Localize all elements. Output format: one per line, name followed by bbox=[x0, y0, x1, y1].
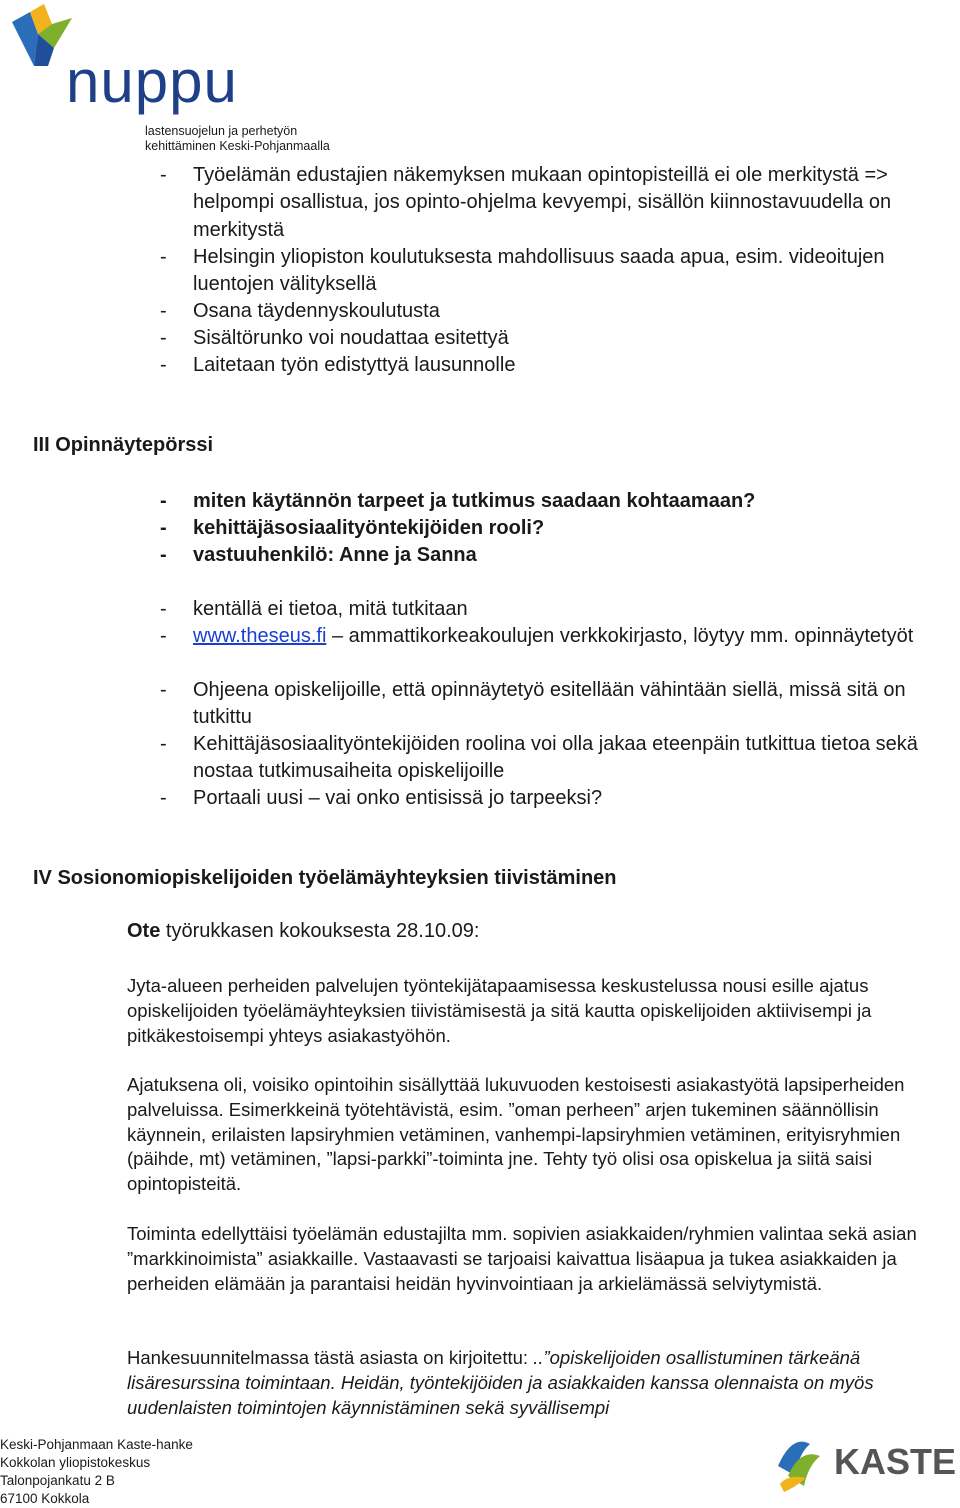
paragraph: Jyta-alueen perheiden palvelujen työntekijätapaamisessa keskustelussa nousi esille ajatus opiskelijoiden työelämäyhteyksien tiivistämisestä ja sitä kautta opiskelijoiden aktiivisempi ja pitkäkestoisempi yhteys asiakastyöhön. bbox=[127, 975, 872, 1046]
list-item: - www.theseus.fi – ammattikorkeakoulujen verkkokirjasto, löytyy mm. opinnäytetyöt bbox=[160, 625, 914, 647]
kaste-logo bbox=[770, 1426, 960, 1496]
list-item: - Helsingin yliopiston koulutuksesta mahdollisuus saada apua, esim. videoitujen luentojen välityksellä bbox=[160, 246, 885, 296]
section-heading: III Opinnäytepörssi bbox=[33, 434, 214, 456]
list-item: - Sisältörunko voi noudattaa esitettyä bbox=[160, 327, 509, 349]
list-item: - kentällä ei tietoa, mitä tutkitaan bbox=[160, 598, 468, 620]
ote-line: Ote työrukkasen kokouksesta 28.10.09: bbox=[127, 920, 480, 942]
list-item: - Ohjeena opiskelijoille, että opinnäytetyö esitellään vähintään siellä, missä sitä on tutkittu bbox=[160, 679, 906, 729]
list-item: - kehittäjäsosiaalityöntekijöiden rooli? bbox=[160, 517, 545, 539]
nuppu-logo-mark bbox=[8, 4, 74, 74]
kaste-wordmark: KASTE bbox=[834, 1441, 957, 1482]
list-item: - Laitetaan työn edistyttyä lausunnolle bbox=[160, 354, 516, 376]
paragraph: Ajatuksena oli, voisiko opintoihin sisällyttää lukuvuoden kestoisesti asiakastyötä lapsiperheiden palveluissa. Esimerkkeinä työtehtävistä, esim. ”oman perheen” arjen tukeminen säännöllisin käynnein, erilaisten lapsiryhmien vetäminen, vanhempi-lapsiryhmien vetäminen, erityisryhmien (päihde, mt) vetäminen, ”lapsi-parkki”-toiminta jne. Tehty työ olisi osa opiskelua ja siitä saisi opintopisteitä. bbox=[127, 1074, 905, 1195]
list-item: - Työelämän edustajien näkemyksen mukaan opintopisteillä ei ole merkitystä => helpompi osallistua, jos opinto-ohjelma kevyempi, sisällön kiinnostavuudella on merkitystä bbox=[160, 164, 892, 241]
logo-wordmark: nuppu bbox=[66, 48, 238, 115]
logo-subtitle bbox=[145, 124, 330, 154]
logo-subtitle-line: kehittäminen Keski-Pohjanmaalla bbox=[145, 139, 330, 153]
section-heading: IV Sosionomiopiskelijoiden työelämäyhteyksien tiivistäminen bbox=[33, 867, 617, 889]
list-item: - Osana täydennyskoulutusta bbox=[160, 300, 440, 322]
theseus-link[interactable]: www.theseus.fi bbox=[193, 625, 327, 647]
paragraph: Toiminta edellyttäisi työelämän edustajilta mm. sopivien asiakkaiden/ryhmien valintaa sekä asian ”markkinoimista” asiakkaille. Vastaavasti se tarjoaisi kaivattua lisäapua ja tukea asiakkaiden ja perheiden elämään ja parantaisi heidän hyvinvointiaan ja arkielämässä selviytymistä. bbox=[127, 1223, 917, 1294]
footer-address: Keski-Pohjanmaan Kaste-hanke Kokkolan yliopistokeskus Talonpojankatu 2 B 67100 Kokkola bbox=[0, 1437, 193, 1506]
list-item: - miten käytännön tarpeet ja tutkimus saadaan kohtaamaan? bbox=[160, 490, 756, 512]
logo-subtitle-line: lastensuojelun ja perhetyön bbox=[145, 124, 298, 138]
list-item: - Portaali uusi – vai onko entisissä jo tarpeeksi? bbox=[160, 787, 603, 809]
list-item: - vastuuhenkilö: Anne ja Sanna bbox=[160, 544, 477, 566]
kaste-logo-icon bbox=[770, 1426, 960, 1496]
paragraph: Hankesuunnitelmassa tästä asiasta on kirjoitettu: ..”opiskelijoiden osallistuminen tärkeänä lisäresurssina toimintaan. Heidän, työntekijöiden ja asiakkaiden kanssa olennaista on myös uudenlaisten toimintojen käynnistäminen sekä syvällisempi bbox=[127, 1347, 874, 1418]
list-item: - Kehittäjäsosiaalityöntekijöiden roolina voi olla jakaa eteenpäin tutkittua tietoa sekä nostaa tutkimusaiheita opiskelijoille bbox=[160, 733, 918, 783]
